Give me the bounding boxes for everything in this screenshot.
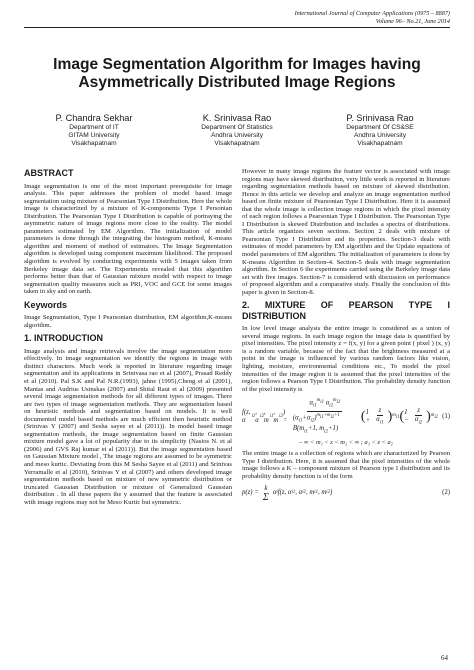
- author-dept: Department of IT: [69, 124, 119, 131]
- equation-1-number: (1): [442, 413, 450, 421]
- keywords-text: Image Segmentation, Type I Pearsonian distribution, EM algorithm,K-means algorithm.: [24, 314, 232, 329]
- author-dept: Department Of Statistics: [201, 124, 273, 131]
- page-number: 64: [441, 654, 448, 662]
- author-3: [310, 113, 450, 147]
- author-name: K. Srinivasa Rao: [202, 113, 272, 123]
- intro-continued-text: However in many image regions the feature vector is associated with image regions may have skewed distribution, very little work is reported in literature regarding segmentation methods based on mixture of skewed distribution. Hence in this article we develop and analyze an image segmentation method based on finite mixture of Pearsonian Type I Distribution. Here it is assumed that the whole image is collection image regions in which the pixel intensity of each region follows a Pearsonian Type I Distribution. The Pearsonian Type I Distribution is skewed Distribution and includes a spectra of distributions. This article organizes seven sections. Section 2 deals with mixture of Pearsonian Type I Distribution and its properties. Section-3 deals with estimates of model parameters by EM algorithm and the Update equations of model parameters of EM algorithm. The initialization of parameters is done by K-means Algorithm in Section-4. Section-5 deals with image segmentation algorithm. In Section 6 the experiments carried using the Berkeley image data set with five images. Section-7 is considered with discussion on performance of proposed algorithm and a comparative study. Finally the conclusion of this paper is given in Section-8.: [242, 168, 450, 296]
- equation-2-number: (2): [442, 489, 450, 497]
- author-city: Visakhapatnam: [357, 139, 403, 147]
- introduction-text: Image analysis and image retrievals involve the image segmentation more effectively. In image segmentation we identify the regions in image with distinct characters. Much work is reported in literature regarding image segmentation and its applications in Srinivasa rao et al (2007), Prasad Reddy et al (2010). Pal S.K and Pal N.R.(1993), jahne (1995),Cheng et al (2001), Mantas and Audrius Usinskas (2007) and Shital Raut et al (2009) presented several image segmentation methods for all different types of images. There are two types of image segmentation methods. They are segmentation based on heuristic methods and segmentation based on models. It is well documented model based methods are much efficient then heuristic method (Srinivas Y (2007) and Sesha sayee et al (2011)). In model based image segmentation methods, the image segmentation based on finite Gaussian mixture model gave a lot of popularity due to its simplicity (Nasios N. et al (2006) and GVS Raj kumar et al (2011)). But the image segmentation based on Gaussian Mixture model , The image regions are assumed to be symmetric and meso kurtic. Deviating from this M Sesha Sayee et al (2011) and Srinivas Yerramalle et al (2010), Srinivas Y et al (2007) and others developed image segmentation methods based on mixture of new symmetric distribution or truncated Gaussian Distribution or mixture of Generalized Gaussian distribution . In all these papers the y assumed that the feature is associated with image regions may not be Meso Kurtic but symmetric.: [24, 347, 232, 506]
- volume-line: Volume 96– No.21, June 2014: [375, 17, 450, 25]
- author-city: Visakhapatnam: [71, 139, 117, 147]
- equation-2: [242, 485, 450, 502]
- equation-1: [242, 397, 450, 437]
- paper-title: [30, 56, 444, 92]
- author-block: [24, 113, 450, 147]
- section2-para2: The entire image is a collection of regions which are characterized by Pearson Type I distribution. Here, it is assumed that the pixel intensities of the whole image follows a K – component mixture of Pearson type I distribution and its probability density function is of the form: [242, 450, 450, 481]
- equation-1-condition: – ∞ < m₁ < z < m₂ < ∞ ; a₁ < z < a₂: [299, 438, 393, 446]
- author-univ: Andhra University: [353, 131, 407, 139]
- equation-2-body: p(z) = k Σ α i f(z, α i1 , α i2 , m i1 , m i2 ): [242, 484, 333, 503]
- keywords-heading: Keywords: [24, 299, 68, 310]
- introduction-heading: 1. INTRODUCTION: [24, 333, 104, 344]
- author-univ: Andhra University: [210, 131, 264, 139]
- equation-1-body: f(z, α i1 , α i2 , m i1 , m i2 ) = $\frac{\alpha_{i1}^{m_{i1}} \alpha_{i2}^{m_{i2}}}{(\alpha_{i1}+\alpha_{i2})^{m_{i1}+m_{i2}+1} B(m_{i1}+1, m_{i2}+1)}$ ( 1 + $\frac{z}{\alpha_{i1}}$ ) $m_{i1}$ ( 1 − $\frac{z}{\alpha_{i2}}$ ) $m_{i2}$: [242, 398, 439, 435]
- right-column: [242, 168, 450, 506]
- journal-line: International Journal of Computer Applications (0975 – 8887): [294, 10, 450, 17]
- author-city: Visakhapatnam: [214, 139, 260, 147]
- author-name: P. Srinivasa Rao: [346, 113, 414, 123]
- header-rule: [24, 27, 450, 28]
- abstract-text: Image segmentation is one of the most important prerequisite for image analysis. This paper addresses the problem of model based image segmentation using mixture of Pearsonian Type I Distribution. Here the whole image is characterized by a mixture of K-components Type I Personian Distribution. The Pearsonian Type I Distribution is capable of portraying the asymmetric nature of image regions more close to the reality. The model parameters estimated by EM Algorithm. The initialization of model parameters is done through the integrating the histogram method, K-means algorithm and moment of method of estimators. The Image Segmentation algorithm is developed using component maximum likelihood. The proposed algorithm is evolved by conducting experiments with 5 images taken from Berkeley image data set. The Experiments revealed that this algorithm performs better than that of Gaussian mixture model with respect to image segmentation quality measures such as PRI, VOC and GCE for some images taken in sky and on earth.: [24, 182, 232, 296]
- author-2: [167, 113, 307, 147]
- abstract-heading: ABSTRACT: [24, 168, 74, 178]
- author-name: P. Chandra Sekhar: [55, 113, 133, 123]
- journal-header: [150, 10, 450, 25]
- section2-para1: In low level image analysis the entire image is considered as a union of several image regions. In each image region the image data is quantified by pixel intensities. The pixel intensity z = f(x, y) for a given point ( pixel ) (x, y) is a random variable, because of the fact that the brightness measured at a point in the image is influenced by various random factors like vision, lighting, moisture, environmental conditions etc., To model the pixel intensities of the image region it is assumed that the pixel intensities of the region follows a Pearson Type I Distribution. The probability density function of the pixel intensity is: [242, 325, 450, 393]
- author-univ: GITAM University: [68, 131, 120, 139]
- left-column: [24, 168, 232, 509]
- section2-heading: 2. MIXTURE OF PEARSON TYPE I DISTRIBUTION: [242, 300, 450, 321]
- author-dept: Department Of CS&SE: [346, 124, 414, 131]
- author-1: [24, 113, 164, 147]
- title-line-2: Asymmetrically Distributed Image Regions: [78, 74, 396, 91]
- title-line-1: Image Segmentation Algorithm for Images having: [53, 56, 421, 73]
